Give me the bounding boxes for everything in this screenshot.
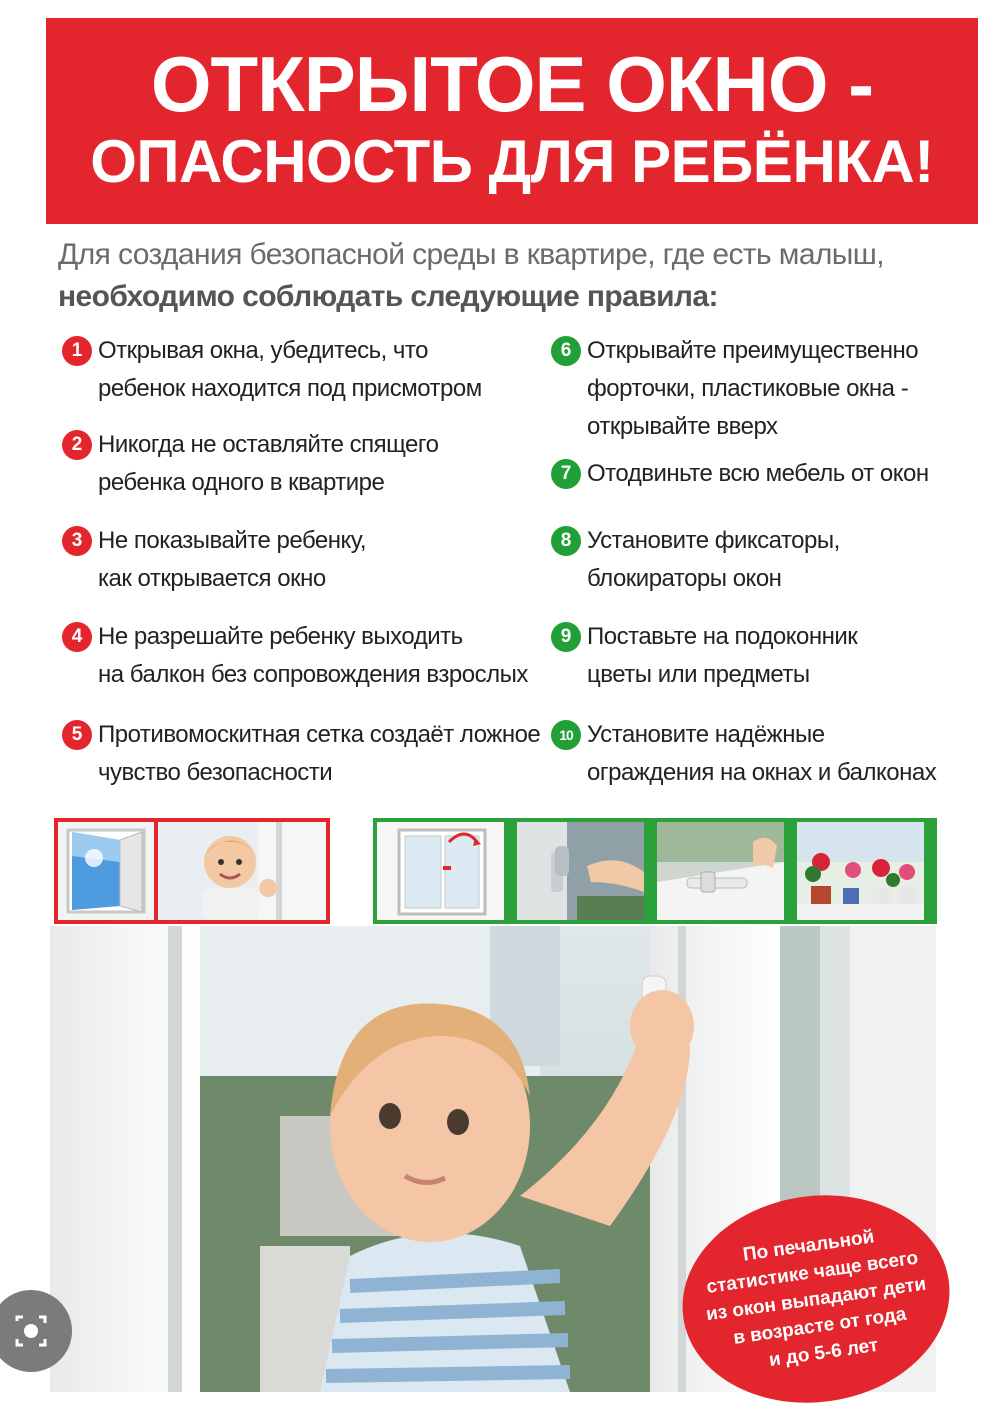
rule-text-7: Отодвиньте всю мебель от окон bbox=[587, 460, 929, 487]
rule-8 bbox=[551, 522, 840, 598]
rule-number-9: 9 bbox=[551, 622, 581, 652]
title-banner bbox=[46, 18, 978, 224]
rule-6 bbox=[551, 332, 918, 446]
flowers-on-sill-picture bbox=[797, 822, 933, 920]
rule-text-1: Открывая окна, убедитесь, что ребенок находится под присмотром bbox=[98, 337, 482, 402]
open-window-picture bbox=[58, 822, 154, 920]
rule-text-9: Поставьте на подоконник цветы или предметы bbox=[587, 623, 858, 688]
rule-text-5: Противомоскитная сетка создаёт ложное чувство безопасности bbox=[98, 721, 541, 786]
statistic-text: По печальной статистике чаще всего из окон выпадают дети в возрасте от года и до 5-6 лет bbox=[704, 1225, 928, 1371]
rule-number-4: 4 bbox=[62, 622, 92, 652]
rule-10 bbox=[551, 716, 936, 792]
rule-number-6: 6 bbox=[551, 336, 581, 366]
rule-number-3: 3 bbox=[62, 526, 92, 556]
rule-number-1: 1 bbox=[62, 336, 92, 366]
intro-text bbox=[58, 234, 958, 318]
title-line-1: ОТКРЫТОЕ ОКНО - bbox=[150, 40, 874, 129]
safety-image-strip bbox=[373, 818, 937, 924]
rule-text-10: Установите надёжные ограждения на окнах и балконах bbox=[587, 721, 937, 786]
lens-glyph-icon bbox=[11, 1311, 51, 1351]
intro-line-1: Для создания безопасной среды в квартире, где есть малыш, bbox=[58, 238, 884, 271]
rule-text-4: Не разрешайте ребенку выходить на балкон без сопровождения взрослых bbox=[98, 623, 528, 688]
window-handle-picture bbox=[517, 822, 653, 920]
rule-3 bbox=[62, 522, 366, 598]
plastic-window-picture bbox=[377, 822, 513, 920]
rule-text-8: Установите фиксаторы, блокираторы окон bbox=[587, 527, 840, 592]
title-line-2: ОПАСНОСТЬ ДЛЯ РЕБЁНКА! bbox=[90, 127, 934, 195]
rule-text-2: Никогда не оставляйте спящего ребенка одного в квартире bbox=[98, 431, 439, 496]
rule-text-6: Открывайте преимущественно форточки, пластиковые окна - открывайте вверх bbox=[587, 337, 919, 440]
rule-9 bbox=[551, 618, 857, 694]
rule-number-2: 2 bbox=[62, 430, 92, 460]
intro-line-2: необходимо соблюдать следующие правила: bbox=[58, 280, 718, 313]
rule-4 bbox=[62, 618, 528, 694]
rule-1 bbox=[62, 332, 482, 408]
rule-5 bbox=[62, 716, 540, 792]
rule-2 bbox=[62, 426, 438, 502]
rule-text-3: Не показывайте ребенку, как открывается окно bbox=[98, 527, 367, 592]
rule-number-10: 10 bbox=[551, 720, 581, 750]
rule-number-7: 7 bbox=[551, 459, 581, 489]
rule-7 bbox=[551, 455, 929, 493]
danger-image-strip bbox=[54, 818, 330, 924]
child-at-window-picture bbox=[158, 822, 326, 920]
rule-number-5: 5 bbox=[62, 720, 92, 750]
rule-number-8: 8 bbox=[551, 526, 581, 556]
window-lock-picture bbox=[657, 822, 793, 920]
